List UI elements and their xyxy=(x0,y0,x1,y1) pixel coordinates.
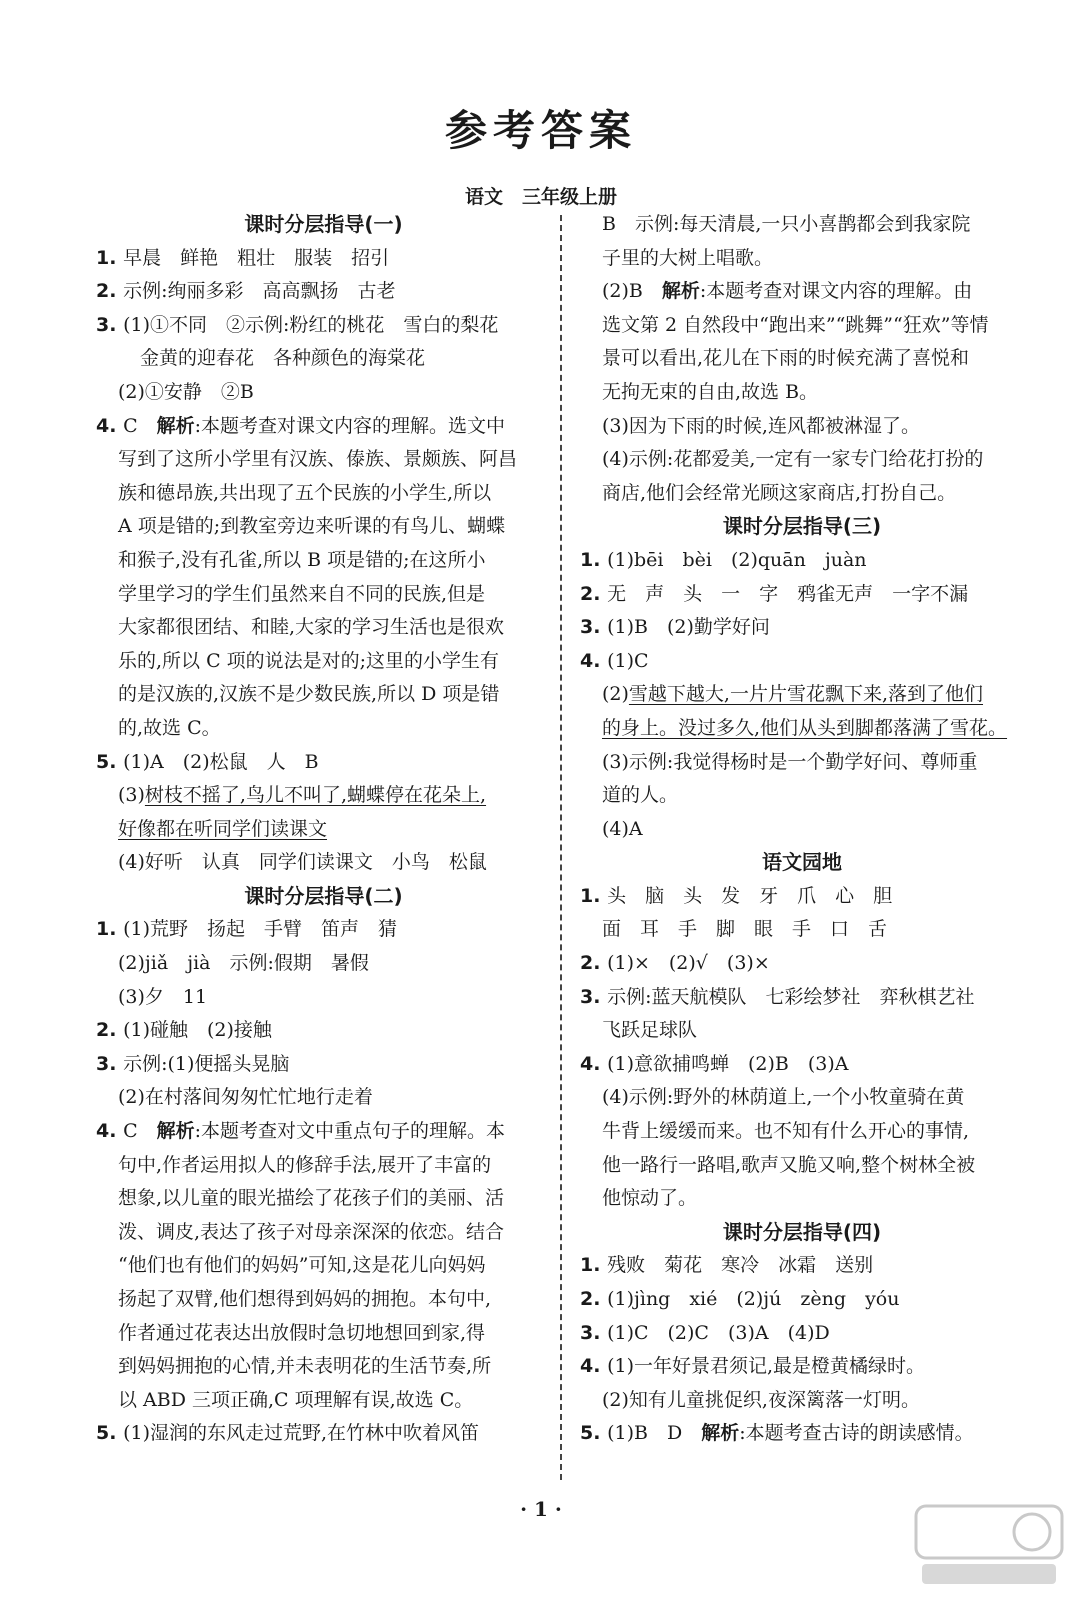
answer-text: :本题考查古诗的朗读感情。 xyxy=(739,1422,974,1445)
answer-line xyxy=(96,1216,551,1250)
answer-line xyxy=(580,813,1024,847)
answer-line xyxy=(580,1384,1024,1418)
answer-text: “他们也有他们的妈妈”可知,这是花儿向妈妈 xyxy=(118,1254,486,1277)
answer-text: 早晨 鲜艳 粗壮 服装 招引 xyxy=(123,246,390,269)
answer-text: 的,故选 C。 xyxy=(118,716,221,739)
question-number: 2. xyxy=(580,952,608,975)
analysis-keyword: 解析 xyxy=(661,280,700,303)
answer-line xyxy=(580,544,1024,578)
question-number: 3. xyxy=(580,985,608,1008)
question-number: 4. xyxy=(96,1120,124,1143)
answer-text: (4)示例:花都爱美,一定有一家专门给花打扮的 xyxy=(602,448,984,471)
answer-line xyxy=(96,1283,551,1317)
answer-line xyxy=(96,510,551,544)
section-heading: 课时分层指导(四) xyxy=(722,1219,882,1244)
answer-text: 金黄的迎春花 各种颜色的海棠花 xyxy=(140,347,426,370)
answer-line xyxy=(580,1350,1024,1384)
answer-line xyxy=(580,947,1024,981)
answer-text: (1)意欲捕鸣蝉 (2)B (3)A xyxy=(607,1052,849,1075)
answer-prefix: C xyxy=(123,1120,157,1143)
question-number: 3. xyxy=(96,313,124,336)
answer-line xyxy=(96,1014,551,1048)
answer-line xyxy=(96,1115,551,1149)
answer-text: :本题考查对文中重点句子的理解。本 xyxy=(194,1120,506,1143)
answer-prefix: (3) xyxy=(118,784,145,807)
answer-line xyxy=(96,1081,551,1115)
answer-text: 树枝不摇了,鸟儿不叫了,蝴蝶停在花朵上, xyxy=(144,784,487,807)
question-number: 1. xyxy=(580,548,608,571)
answer-text: (2)在村落间匆匆忙忙地行走着 xyxy=(118,1086,373,1109)
answer-text: 示例:绚丽多彩 高高飘扬 古老 xyxy=(123,280,396,303)
answer-text: 无 声 头 一 字 鸦雀无声 一字不漏 xyxy=(607,582,969,605)
answer-text: 子里的大树上唱歌。 xyxy=(602,246,774,269)
answer-text: (3)因为下雨的时候,连风都被淋湿了。 xyxy=(602,414,920,437)
column-divider xyxy=(560,215,562,1480)
answer-text: 飞跃足球队 xyxy=(602,1019,698,1042)
answer-line xyxy=(96,1417,551,1451)
answer-text: (3)夕 11 xyxy=(118,985,208,1008)
answer-line xyxy=(580,1081,1024,1115)
answer-text: (1)× (2)√ (3)× xyxy=(607,952,770,975)
answer-line xyxy=(580,981,1024,1015)
section-heading: 课时分层指导(三) xyxy=(722,514,882,539)
answer-line xyxy=(96,309,551,343)
question-number: 3. xyxy=(580,616,608,639)
answer-line xyxy=(96,544,551,578)
analysis-keyword: 解析 xyxy=(701,1422,740,1445)
answer-text: 和猴子,没有孔雀,所以 B 项是错的;在这所小 xyxy=(118,548,486,571)
answer-text: 雪越下越大,一片片雪花飘下来,落到了他们 xyxy=(628,683,984,706)
answer-text: (1)jìng xié (2)jú zèng yóu xyxy=(607,1288,900,1310)
answer-text: (1)bēi bèi (2)quān juàn xyxy=(607,548,867,571)
answer-text: 的是汉族的,汉族不是少数民族,所以 D 项是错 xyxy=(118,683,500,706)
answer-line xyxy=(580,712,1024,746)
answer-line xyxy=(580,746,1024,780)
answer-line xyxy=(96,947,551,981)
answer-line xyxy=(96,275,551,309)
answer-text: 好像都在听同学们读课文 xyxy=(118,817,328,840)
analysis-keyword: 解析 xyxy=(156,1120,195,1143)
page-number: · 1 · xyxy=(520,1497,562,1521)
question-number: 4. xyxy=(580,649,608,672)
answer-line xyxy=(96,913,551,947)
left-column xyxy=(96,208,551,1451)
answer-text: (1)C (2)C (3)A (4)D xyxy=(607,1321,830,1344)
answer-line xyxy=(96,712,551,746)
answer-text: (2)①安静 ②B xyxy=(118,380,254,403)
answer-text: B 示例:每天清晨,一只小喜鹊都会到我家院 xyxy=(602,213,971,235)
answer-line xyxy=(96,779,551,813)
answer-text: :本题考查对课文内容的理解。选文中 xyxy=(194,414,506,437)
answer-line xyxy=(96,746,551,780)
answer-text: 头 脑 头 发 牙 爪 心 胆 xyxy=(607,884,893,907)
answer-line xyxy=(96,678,551,712)
answer-text: (1)湿润的东风走过荒野,在竹林中吹着风笛 xyxy=(123,1422,480,1445)
answer-line xyxy=(580,645,1024,679)
answer-line xyxy=(96,846,551,880)
answer-text: 道的人。 xyxy=(602,784,679,807)
answer-line xyxy=(96,443,551,477)
answer-prefix: (2) xyxy=(602,683,629,706)
page-title: 参考答案 xyxy=(444,106,637,155)
answer-text: 泼、调皮,表达了孩子对母亲深深的依恋。结合 xyxy=(118,1220,505,1243)
answer-line xyxy=(580,1249,1024,1283)
question-number: 3. xyxy=(580,1321,608,1344)
answer-line xyxy=(580,578,1024,612)
answer-line xyxy=(96,1317,551,1351)
question-number: 2. xyxy=(580,1288,608,1310)
answer-line xyxy=(580,410,1024,444)
section-heading: 语文园地 xyxy=(762,850,842,875)
question-number: 1. xyxy=(96,918,124,941)
answer-line xyxy=(96,1182,551,1216)
answer-line xyxy=(96,242,551,276)
answer-line xyxy=(580,1014,1024,1048)
answer-line xyxy=(580,376,1024,410)
answer-text: (3)示例:我觉得杨时是一个勤学好问、尊师重 xyxy=(602,750,978,773)
question-number: 1. xyxy=(580,884,608,907)
answer-line xyxy=(96,1249,551,1283)
answer-line xyxy=(580,208,1024,242)
answer-text: 扬起了双臂,他们想得到妈妈的拥抱。本句中, xyxy=(118,1288,492,1310)
answer-line xyxy=(580,611,1024,645)
answer-line xyxy=(96,1149,551,1183)
answer-text: 想象,以儿童的眼光描绘了花孩子们的美丽、活 xyxy=(118,1187,505,1210)
section-heading: 课时分层指导(一) xyxy=(244,212,403,236)
answer-prefix: (2)B xyxy=(602,280,662,303)
answer-text: 残败 菊花 寒冷 冰霜 送别 xyxy=(607,1254,874,1277)
answer-text: 牛背上缓缓而来。也不知有什么开心的事情, xyxy=(602,1120,970,1143)
answer-line xyxy=(580,342,1024,376)
answer-line xyxy=(96,1350,551,1384)
answer-prefix: C xyxy=(123,414,157,437)
question-number: 4. xyxy=(580,1355,608,1378)
answer-text: 面 耳 手 脚 眼 手 口 舌 xyxy=(602,918,888,941)
answer-line xyxy=(96,645,551,679)
answer-line xyxy=(96,410,551,444)
answer-text: 他惊动了。 xyxy=(602,1187,698,1210)
question-number: 5. xyxy=(96,750,124,773)
answer-line xyxy=(580,1182,1024,1216)
answer-line xyxy=(96,981,551,1015)
answer-line xyxy=(580,1115,1024,1149)
answer-text: (2)知有儿童挑促织,夜深篱落一灯明。 xyxy=(602,1388,920,1411)
question-number: 5. xyxy=(96,1422,124,1445)
answer-line xyxy=(580,443,1024,477)
answer-line xyxy=(96,611,551,645)
answer-line xyxy=(580,309,1024,343)
answer-line xyxy=(580,880,1024,914)
answer-line xyxy=(96,813,551,847)
answer-text: 句中,作者运用拟人的修辞手法,展开了丰富的 xyxy=(118,1153,492,1176)
answer-text: (1)一年好景君须记,最是橙黄橘绿时。 xyxy=(607,1355,926,1378)
answer-line xyxy=(96,376,551,410)
answer-text: 商店,他们会经常光顾这家商店,打扮自己。 xyxy=(602,481,957,504)
question-number: 2. xyxy=(96,1019,124,1042)
answer-line xyxy=(580,477,1024,511)
answer-line xyxy=(580,242,1024,276)
section-heading: 课时分层指导(二) xyxy=(244,883,403,908)
answer-line xyxy=(580,779,1024,813)
answer-line xyxy=(580,1149,1024,1183)
answer-text: 族和德昂族,共出现了五个民族的小学生,所以 xyxy=(118,481,492,504)
answer-text: 无拘无束的自由,故选 B。 xyxy=(602,380,819,403)
question-number: 3. xyxy=(96,1052,124,1075)
answer-text: (4)A xyxy=(602,817,643,840)
answer-line xyxy=(580,1317,1024,1351)
answer-line xyxy=(580,913,1024,947)
answer-text: (4)示例:野外的林荫道上,一个小牧童骑在黄 xyxy=(602,1086,965,1109)
analysis-keyword: 解析 xyxy=(156,414,195,437)
question-number: 1. xyxy=(96,246,124,269)
answer-text: 大家都很团结、和睦,大家的学习生活也是很欢 xyxy=(118,616,505,639)
answer-prefix: (1)B D xyxy=(607,1422,702,1445)
answer-text: (1)①不同 ②示例:粉红的桃花 雪白的梨花 xyxy=(123,313,499,336)
answer-text: 示例:蓝天航模队 七彩绘梦社 弈秋棋艺社 xyxy=(607,985,975,1008)
answer-line xyxy=(96,1048,551,1082)
answer-line xyxy=(580,1283,1024,1317)
answer-text: 景可以看出,花儿在下雨的时候充满了喜悦和 xyxy=(602,347,970,370)
answer-text: 作者通过花表达出放假时急切地想回到家,得 xyxy=(118,1321,486,1344)
question-number: 1. xyxy=(580,1254,608,1277)
answer-text: 选文第 2 自然段中“跑出来”“跳舞”“狂欢”等情 xyxy=(602,313,989,336)
answer-text: 写到了这所小学里有汉族、傣族、景颇族、阿昌 xyxy=(118,448,518,471)
answer-line xyxy=(96,477,551,511)
subject-subtitle: 语文 三年级上册 xyxy=(464,186,617,208)
answer-text: (2)jiǎ jià 示例:假期 暑假 xyxy=(118,952,369,975)
answer-text: 的身上。没过多久,他们从头到脚都落满了雪花。 xyxy=(602,716,1008,739)
answer-text: (1)荒野 扬起 手臂 笛声 猜 xyxy=(123,918,397,941)
answer-text: (1)A (2)松鼠 人 B xyxy=(123,750,319,773)
question-number: 2. xyxy=(96,280,124,303)
answer-text: :本题考查对课文内容的理解。由 xyxy=(699,280,973,303)
answer-line xyxy=(580,275,1024,309)
answer-text: 他一路行一路唱,歌声又脆又响,整个树林全被 xyxy=(602,1153,976,1176)
question-number: 4. xyxy=(580,1052,608,1075)
answer-text: 学里学习的学生们虽然来自不同的民族,但是 xyxy=(118,582,486,605)
question-number: 2. xyxy=(580,582,608,605)
question-number: 5. xyxy=(580,1422,608,1445)
answer-text: (1)C xyxy=(607,649,649,672)
watermark-logo xyxy=(914,1502,1064,1588)
answer-text: 到妈妈拥抱的心情,并未表明花的生活节奏,所 xyxy=(118,1355,492,1378)
question-number: 4. xyxy=(96,414,124,437)
answer-text: (1)B (2)勤学好问 xyxy=(607,616,770,639)
answer-text: (4)好听 认真 同学们读课文 小鸟 松鼠 xyxy=(118,851,487,874)
answer-text: 以 ABD 三项正确,C 项理解有误,故选 C。 xyxy=(118,1388,474,1411)
answer-line xyxy=(580,1048,1024,1082)
answer-text: (1)碰触 (2)接触 xyxy=(123,1019,272,1042)
answer-text: 乐的,所以 C 项的说法是对的;这里的小学生有 xyxy=(118,649,500,672)
answer-line xyxy=(580,678,1024,712)
right-column xyxy=(580,208,1024,1451)
answer-line xyxy=(96,342,551,376)
answer-line xyxy=(580,1417,1024,1451)
answer-line xyxy=(96,1384,551,1418)
answer-line xyxy=(96,578,551,612)
answer-text: A 项是错的;到教室旁边来听课的有鸟儿、蝴蝶 xyxy=(118,515,506,538)
answer-text: 示例:(1)便摇头晃脑 xyxy=(123,1052,290,1075)
